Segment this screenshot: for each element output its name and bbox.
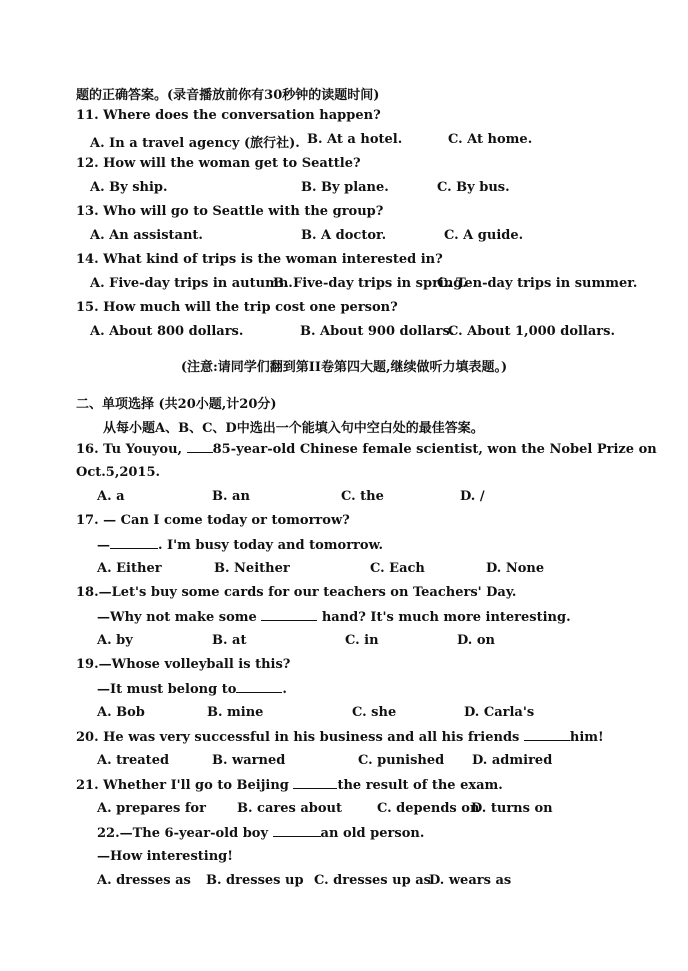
- answer-text-before: —It must belong to: [97, 682, 237, 697]
- option-b: B. warned: [212, 753, 286, 768]
- option-b: B. A doctor.: [301, 228, 387, 243]
- question-text-before: 20. He was very successful in his business and all his friends: [76, 730, 520, 745]
- note-text: (注意:请同学们翻到第II卷第四大题,继续做听力填表题。): [180, 360, 508, 375]
- question-text-after: the result of the exam.: [337, 778, 503, 793]
- answer-blank: [110, 537, 158, 549]
- answer-line: [97, 537, 383, 553]
- option-a: A. by: [97, 633, 133, 648]
- question-text-before: 16. Tu Youyou,: [76, 442, 183, 457]
- answer-blank: [187, 441, 213, 453]
- option-a: A. An assistant.: [90, 228, 203, 243]
- answer-text-after: hand? It's much more interesting.: [321, 610, 571, 625]
- option-d: D. turns on: [471, 801, 553, 816]
- option-a: A. Five-day trips in autumn.: [90, 276, 293, 291]
- question-text: 12. How will the woman get to Seattle?: [76, 156, 361, 171]
- question-text: 13. Who will go to Seattle with the group?: [76, 204, 384, 219]
- question-text: [76, 441, 657, 458]
- option-b: B. at: [212, 633, 247, 648]
- question-text: 19.—Whose volleyball is this?: [76, 657, 291, 672]
- option-a: A. Either: [97, 561, 162, 576]
- answer-line: [97, 681, 287, 697]
- option-c: C. A guide.: [444, 228, 524, 243]
- option-c: C. punished: [358, 753, 445, 768]
- question-text: [97, 825, 424, 841]
- option-b: B. an: [212, 489, 250, 504]
- answer-blank: [261, 609, 317, 621]
- dash: —: [97, 538, 110, 553]
- option-b: B. Neither: [214, 561, 290, 576]
- question-text-line2: Oct.5,2015.: [76, 465, 161, 480]
- answer-text-after: . I'm busy today and tomorrow.: [158, 538, 383, 553]
- option-a: A. a: [97, 489, 125, 504]
- option-b: B. By plane.: [301, 180, 389, 195]
- answer-blank: [524, 729, 570, 741]
- option-a: A. About 800 dollars.: [90, 324, 244, 339]
- option-b: B. Five-day trips in spring.: [273, 276, 467, 291]
- question-text-after: him!: [569, 730, 604, 745]
- question-text: 15. How much will the trip cost one person?: [76, 300, 398, 315]
- option-c: C. At home.: [448, 132, 533, 147]
- option-c: C. in: [345, 633, 379, 648]
- question-text-after: 85-year-old Chinese female scientist, won the Nobel Prize on: [212, 442, 657, 457]
- option-a: A. Bob: [97, 705, 145, 720]
- answer-text-before: —Why not make some: [97, 610, 257, 625]
- option-d: D. /: [460, 489, 485, 504]
- question-text-before: 21. Whether I'll go to Beijing: [76, 778, 289, 793]
- section-title: 二、单项选择 (共20小题,计20分): [76, 397, 277, 412]
- question-text: 14. What kind of trips is the woman interested in?: [76, 252, 443, 267]
- question-text: [76, 777, 503, 793]
- option-c: C. she: [352, 705, 397, 720]
- option-c: C. About 1,000 dollars.: [448, 324, 615, 339]
- answer-blank: [236, 681, 282, 693]
- question-text: [76, 729, 604, 745]
- option-a: A. In a travel agency (旅行社).: [90, 136, 300, 151]
- answer-blank: [293, 777, 337, 789]
- option-c: C. Ten-day trips in summer.: [437, 276, 638, 291]
- answer-line: [97, 609, 571, 625]
- option-c: C. Each: [370, 561, 425, 576]
- option-b: B. mine: [207, 705, 264, 720]
- option-d: D. wears as: [429, 873, 512, 888]
- option-a: A. dresses as: [97, 873, 191, 888]
- option-c: C. depends on: [377, 801, 480, 816]
- option-c: C. dresses up as: [314, 873, 431, 888]
- question-text: 18.—Let's buy some cards for our teachers on Teachers' Day.: [76, 585, 517, 600]
- option-c: C. the: [341, 489, 384, 504]
- question-text-before: 22.—The 6-year-old boy: [97, 826, 269, 841]
- option-a: A. prepares for: [97, 801, 206, 816]
- option-d: D. Carla's: [464, 705, 535, 720]
- option-d: D. on: [457, 633, 495, 648]
- option-b: B. dresses up: [206, 873, 304, 888]
- question-text-line2: —How interesting!: [97, 849, 233, 864]
- option-a: A. By ship.: [90, 180, 168, 195]
- option-d: D. None: [486, 561, 545, 576]
- option-b: B. cares about: [237, 801, 342, 816]
- intro-text: 题的正确答案。(录音播放前你有30秒钟的读题时间): [76, 88, 380, 103]
- option-a: A. treated: [97, 753, 170, 768]
- answer-text-after: .: [282, 682, 287, 697]
- question-text: 11. Where does the conversation happen?: [76, 108, 381, 123]
- question-text: 17. — Can I come today or tomorrow?: [76, 513, 350, 528]
- section-instruction: 从每小题A、B、C、D中选出一个能填入句中空白处的最佳答案。: [103, 421, 484, 436]
- option-b: B. At a hotel.: [307, 132, 403, 147]
- question-text-after: an old person.: [320, 826, 425, 841]
- answer-blank: [273, 825, 321, 837]
- option-c: C. By bus.: [437, 180, 510, 195]
- option-d: D. admired: [472, 753, 553, 768]
- option-b: B. About 900 dollars.: [300, 324, 455, 339]
